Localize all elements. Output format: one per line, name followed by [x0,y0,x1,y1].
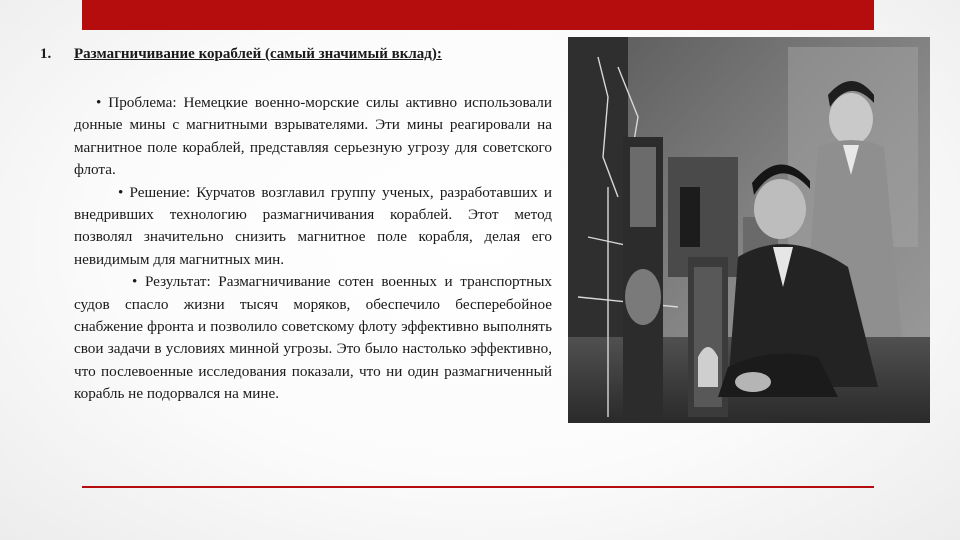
historical-photo [568,37,930,423]
paragraph-text: Курчатов возглавил группу ученых, разработавших и внедривших технологию размагничивания кораблей. Этот метод позволял значительно снизить магнитное поле корабля, делая его невидимым для магнитных мин. [74,183,553,268]
paragraph-text: Немецкие военно-морские силы активно использовали донные мины с магнитными взрывателями. Эти мины реагировали на магнитное поле кораблей, представляя серьезную угрозу для советского флота. [74,94,553,179]
bottom-accent-line [82,486,874,488]
bullet-icon: • [132,273,138,291]
bullet-icon: • [118,183,124,201]
paragraph-problem [74,92,552,182]
paragraph-solution [74,182,552,272]
top-accent-bar [82,0,874,30]
heading-title [74,44,442,64]
paragraph-text: Размагничивание сотен военных и транспортных судов спасло жизни тысяч моряков, обеспечило бесперебойное снабжение фронта и позволило советскому флоту эффективно выполнять свои задачи в условиях минной угрозы. Это было настолько эффективно, что послевоенные исследования показали, что ни один размагниченный корабль не подорвался на мине. [74,273,552,403]
paragraph-label: Решение: [129,183,191,201]
paragraph-label: Результат: [144,273,211,291]
bullet-icon: • [96,94,102,111]
body-text [74,92,552,406]
paragraph-label: Проблема: [108,94,177,111]
paragraph-result [74,271,552,405]
heading-number: 1. [40,46,52,62]
heading-title-suffix: : [436,46,442,62]
heading-title-text: Размагничивание кораблей (самый значимый вклад) [74,46,437,62]
